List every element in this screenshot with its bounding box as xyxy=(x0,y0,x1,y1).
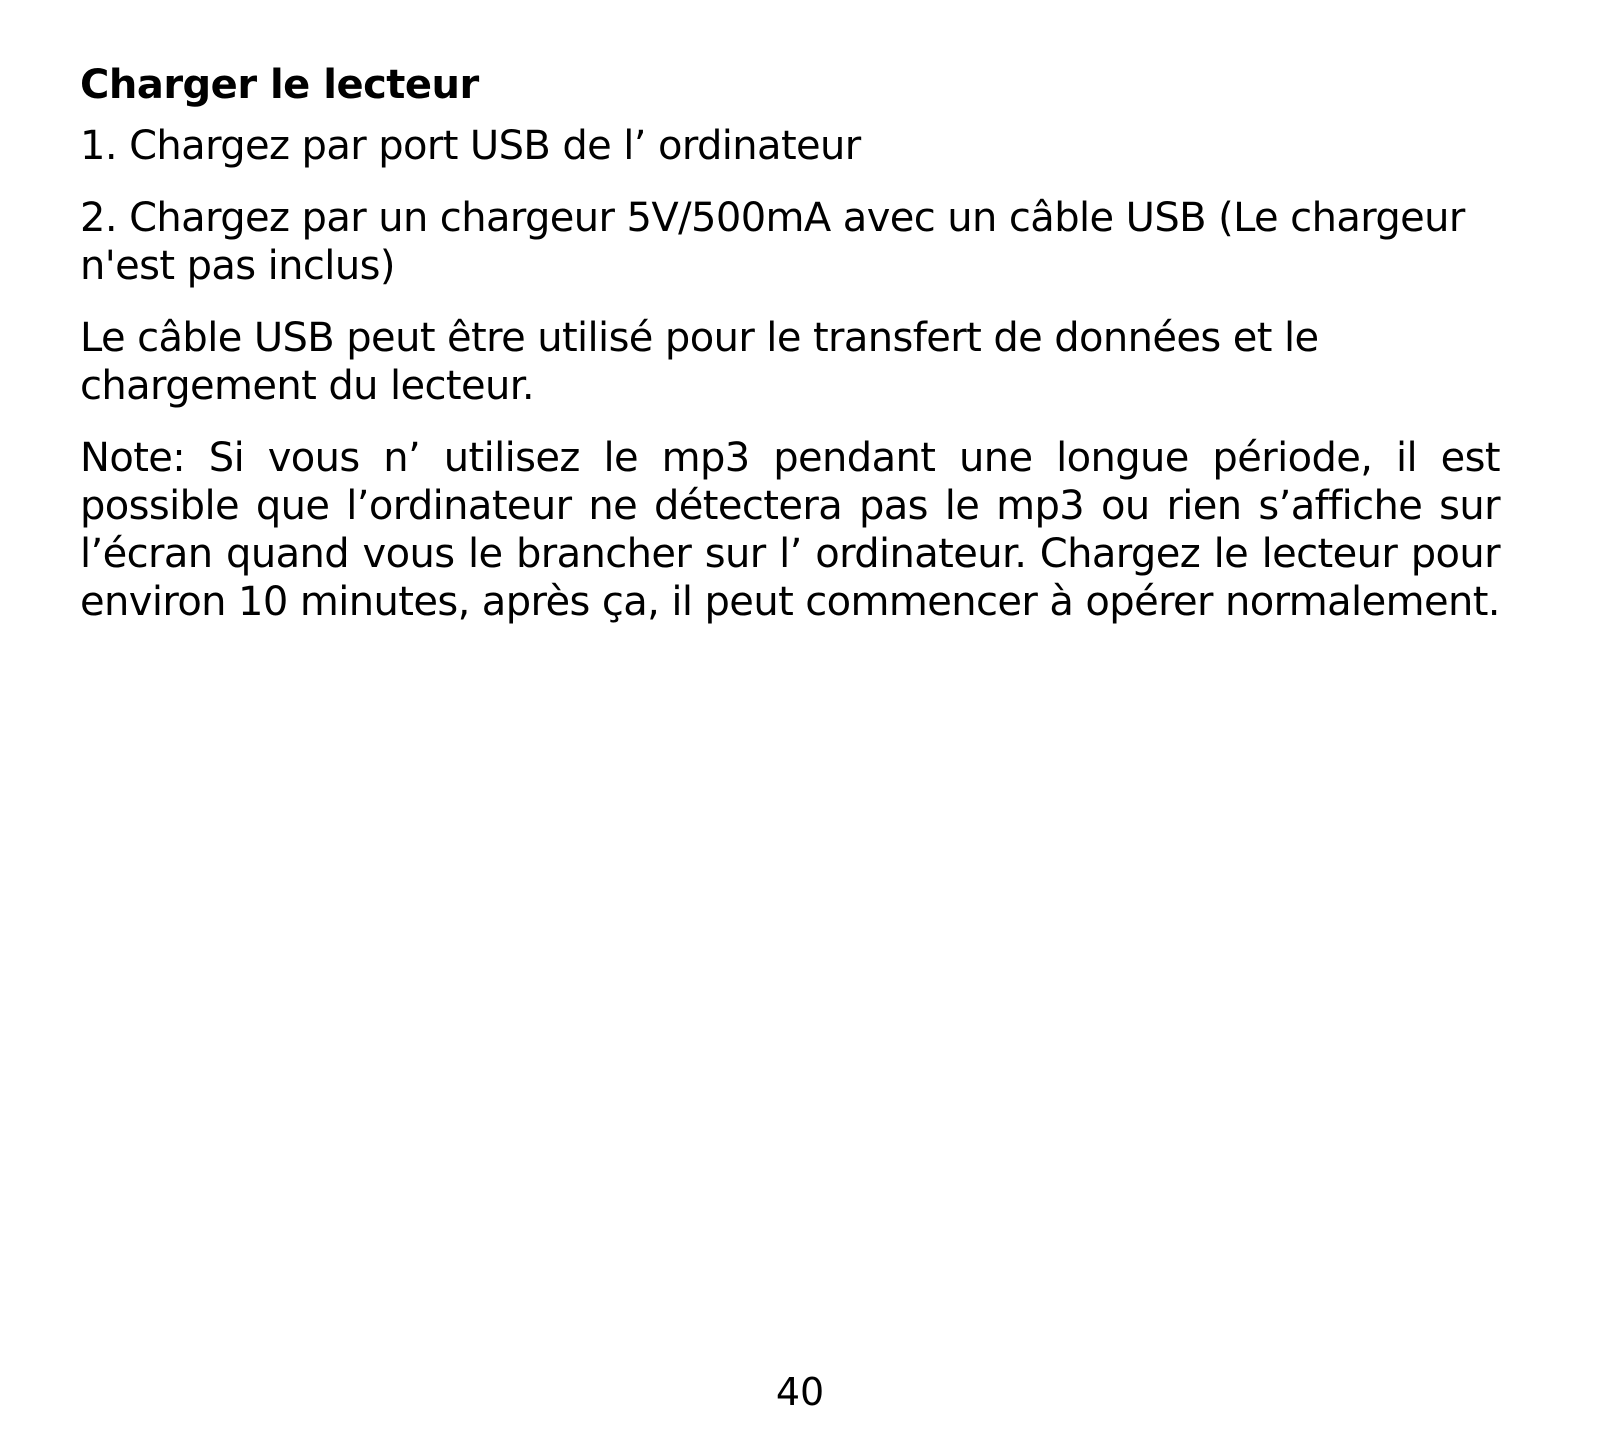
section-title: Charger le lecteur xyxy=(80,62,479,108)
paragraph-usb-computer: 1. Chargez par port USB de l’ ordinateur xyxy=(80,123,861,169)
page-content xyxy=(80,60,1500,650)
paragraph-note: Note: Si vous n’ utilisez le mp3 pendant une longue période, il est possible que l’ordinateur ne détectera pas le mp3 ou rien s’affiche sur l’écran quand vous le brancher sur l’ ordinateur. Chargez le lecteur pour environ 10 minutes, après ça, il peut commencer à opérer normalement. xyxy=(80,435,1500,625)
page-number: 40 xyxy=(775,1370,825,1414)
paragraph-usb-cable: Le câble USB peut être utilisé pour le transfert de données et le chargement du lecteur. xyxy=(80,315,1319,409)
paragraph-usb-charger: 2. Chargez par un chargeur 5V/500mA avec un câble USB (Le chargeur n'est pas inclus) xyxy=(80,195,1465,289)
